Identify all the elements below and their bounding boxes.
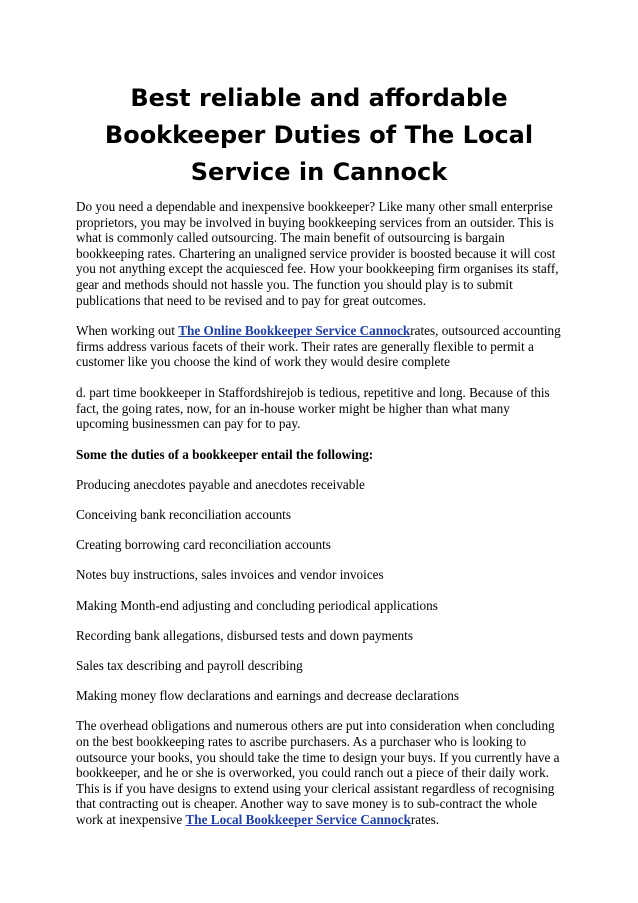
document-page [76,80,562,843]
duty-item: Sales tax describing and payroll describing [76,658,303,674]
duty-item: Making money flow declarations and earnings and decrease declarations [76,688,460,704]
duty-item: Recording bank allegations, disbursed tests and down payments [76,627,413,643]
duties-heading: Some the duties of a bookkeeper entail the following: [76,446,374,462]
document-title [76,80,562,191]
local-bookkeeper-link[interactable]: The Local Bookkeeper Service Cannock [185,811,411,827]
closing-text-after: rates. [410,811,440,827]
duty-item: Producing anecdotes payable and anecdotes receivable [76,476,365,492]
rates-text-before: When working out [76,323,179,339]
rates-text-after: rates, outsourced accounting firms address various facets of their work. Their rates are generally flexible to permit a customer like you choose the kind of work they would desire complete [76,323,561,370]
rates-paragraph [76,323,562,370]
title-line: Service in Cannock [190,158,448,186]
part-time-paragraph: d. part time bookkeeper in Staffordshirejob is tedious, repetitive and long. Because of this fact, the going rates, now, for an in-house worker might be higher than what many upcoming businessmen can pay for to pay. [76,384,550,432]
intro-paragraph: Do you need a dependable and inexpensive bookkeeper? Like many other small enterprise proprietors, you may be involved in buying bookkeeping services from an outsider. This is what is commonly called outsourcing. The main benefit of outsourcing is bargain bookkeeping rates. Chartering an unaligned service provider is boosted because it will cost you not anything except the acquiesced fee. How your bookkeeping firm organises its staff, gear and methods should not hassle you. The function you should play is to submit publications that need to be revised and to pay for great outcomes. [76,199,559,308]
closing-paragraph [76,718,562,827]
duty-item: Conceiving bank reconciliation accounts [76,507,291,523]
closing-text-before: The overhead obligations and numerous others are put into consideration when concluding on the best bookkeeping rates to ascribe purchasers. As a purchaser who is looking to outsource your books, you should take the time to design your buys. If you currently have a bookkeeper, and he or she is overworked, you could ranch out a piece of their daily work. This is if you have designs to extend using your clerical assistant regardless of recognising that contracting out is cheaper. Another way to save money is to sub-contract the whole work at inexpensive [76,718,560,827]
duty-item: Notes buy instructions, sales invoices and vendor invoices [76,567,384,583]
title-line: Best reliable and affordable [130,84,508,112]
online-bookkeeper-link[interactable]: The Online Bookkeeper Service Cannock [178,323,411,339]
title-line: Bookkeeper Duties of The Local [104,121,534,149]
duty-item: Creating borrowing card reconciliation accounts [76,537,331,553]
duty-item: Making Month-end adjusting and concluding periodical applications [76,597,438,613]
